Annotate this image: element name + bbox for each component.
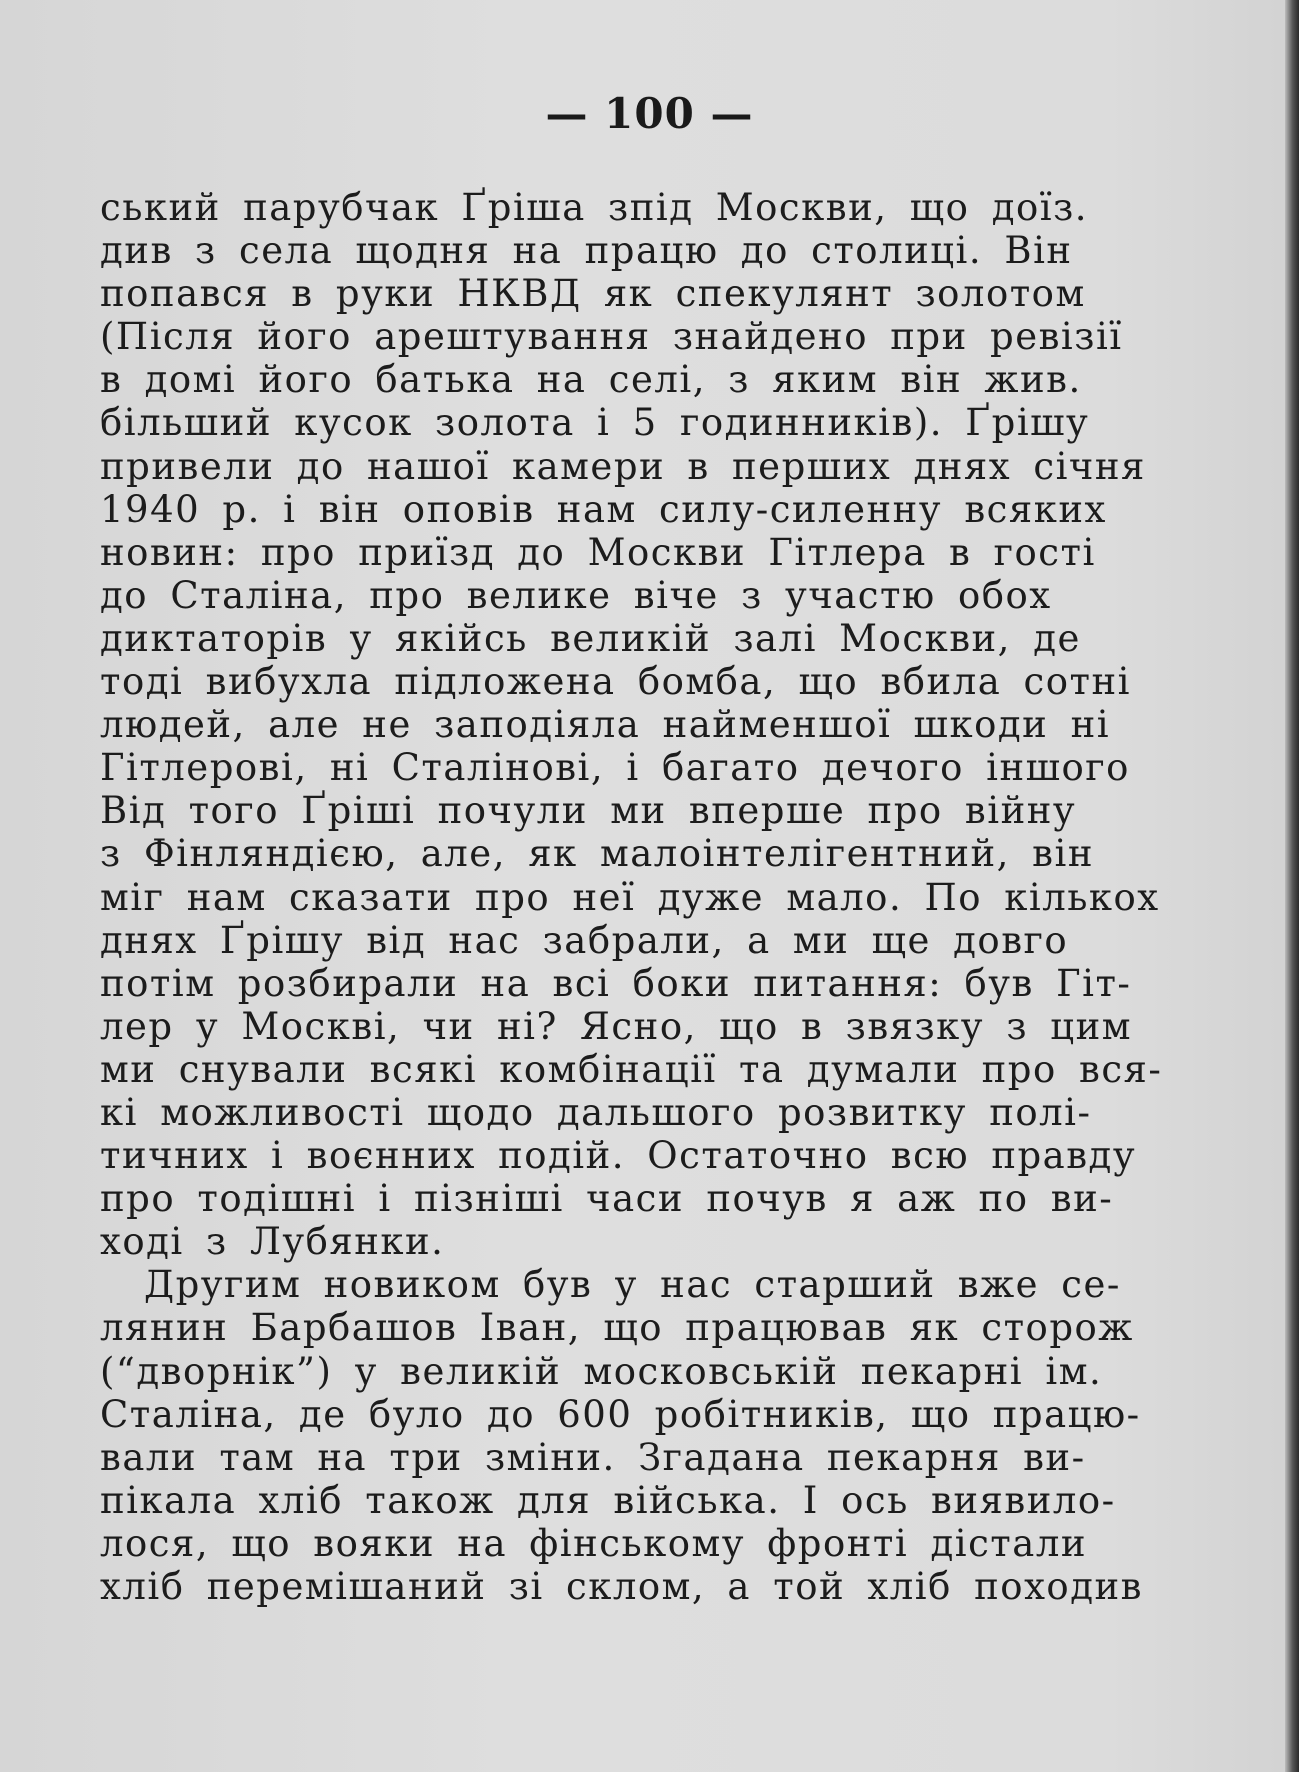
text-line: ході з Лубянки. xyxy=(100,1220,445,1264)
text-line: в домі його батька на селі, з яким він жив. xyxy=(100,358,1082,402)
text-line: хліб перемішаний зі склом, а той хліб походив xyxy=(100,1565,1143,1608)
text-line: ський парубчак Ґріша зпід Москви, що доїз. xyxy=(100,186,1089,229)
text-line: ми снували всякі комбінації та думали про вся- xyxy=(100,1047,1163,1091)
text-line: пікала хліб також для війська. І ось виявило- xyxy=(100,1478,1116,1522)
text-line: Гітлерові, ні Сталінові, і багато дечого іншого xyxy=(100,746,1130,790)
text-line: днях Ґрішу від нас забрали, а ми ще довго xyxy=(100,918,1069,962)
text-line: про тодішні і пізніші часи почув я аж по ви- xyxy=(100,1177,1114,1221)
text-line: (Після його арештування знайдено при ревізії xyxy=(100,315,1123,359)
text-line: диктаторів у якійсь великій залі Москви, де xyxy=(100,616,1081,660)
text-line: з Фінляндією, але, як малоінтелігентний, він xyxy=(100,832,1094,876)
text-line: привели до нашої камери в перших днях січня xyxy=(100,444,1146,488)
text-line: кі можливості щодо дальшого розвитку полі- xyxy=(100,1090,1092,1134)
text-line: лер у Москві, чи ні? Ясно, що в звязку з цим xyxy=(100,1004,1133,1048)
text-line: 1940 р. і він оповів нам силу-силенну всяких xyxy=(100,487,1107,531)
body-text xyxy=(100,186,1280,1608)
text-line: до Сталіна, про велике віче з участю обох xyxy=(100,573,1052,617)
page-number: — 100 — xyxy=(545,89,754,138)
text-line: лянин Барбашов Іван, що працював як сторож xyxy=(100,1306,1134,1350)
text-line: Сталіна, де було до 600 робітників, що працю- xyxy=(100,1392,1141,1436)
text-line: більший кусок золота і 5 годинників). Ґрішу xyxy=(100,401,1090,445)
text-line: тичних і воєнних подій. Остаточно всю правду xyxy=(100,1134,1137,1178)
text-line: тоді вибухла підложена бомба, що вбила сотні xyxy=(100,660,1131,704)
text-line: вали там на три зміни. Згадана пекарня ви- xyxy=(100,1435,1086,1479)
text-line: див з села щодня на працю до столиці. Він xyxy=(100,229,1073,273)
text-line: людей, але не заподіяла найменшої шкоди ні xyxy=(100,703,1111,747)
paragraph-first-line: Другим новиком був у нас старший вже се- xyxy=(144,1263,1121,1307)
text-line: лося, що вояки на фінському фронті дістали xyxy=(100,1521,1087,1565)
text-line: попався в руки НКВД як спекулянт золотом xyxy=(100,272,1086,316)
text-line: потім розбирали на всі боки питання: був Гіт- xyxy=(100,961,1132,1005)
page-binding-edge xyxy=(1285,0,1299,1772)
text-line: (“дворнік”) у великій московській пекарні ім. xyxy=(100,1349,1103,1393)
text-line: Від того Ґріші почули ми вперше про війну xyxy=(100,789,1077,833)
text-line: новин: про приїзд до Москви Гітлера в гості xyxy=(100,530,1096,574)
text-line: міг нам сказати про неї дуже мало. По кількох xyxy=(100,875,1160,919)
